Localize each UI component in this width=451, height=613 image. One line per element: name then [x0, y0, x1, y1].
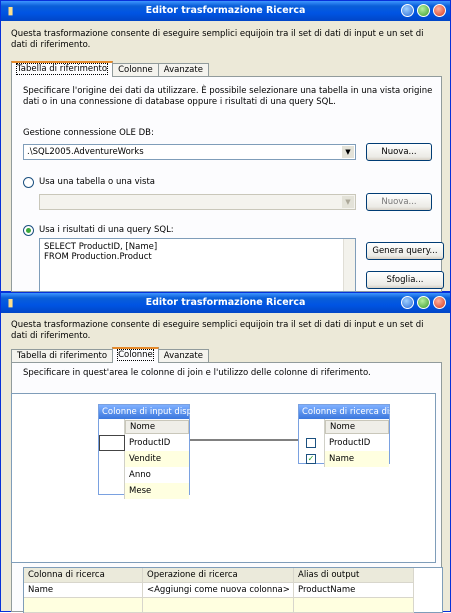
tab-columns[interactable]: Colonne [112, 63, 159, 77]
lookup-column-header: Nome [325, 420, 389, 434]
sql-line: SELECT ProductID, [Name] [44, 242, 158, 252]
panel-instructions: Specificare in quest'area le colonne di join e l'utilizzo delle colonne di riferimento. [23, 368, 371, 378]
connection-label: Gestione connessione OLE DB: [23, 128, 154, 138]
window-description: Questa trasformazione consente di eseguire semplici equijoin tra il set di dati di input e un set di dati di riferimento. [11, 29, 424, 50]
grid-header: Alias di output [294, 568, 414, 583]
available-input-columns-table[interactable] [98, 404, 201, 496]
new-connection-button[interactable]: Nuova... [366, 143, 432, 161]
input-column-row[interactable]: Vendite [125, 451, 189, 467]
grid-cell[interactable]: Name [24, 583, 143, 598]
grid-cell[interactable]: <Aggiungi come nuova colonna> [143, 583, 294, 598]
table-combo[interactable] [39, 194, 356, 210]
grid-new-row[interactable] [24, 598, 442, 613]
available-lookup-columns-table[interactable] [298, 404, 402, 464]
app-icon: ▮ [7, 296, 14, 309]
dropdown-arrow-icon[interactable]: ▼ [342, 146, 354, 158]
tab-columns[interactable]: Colonne [112, 347, 159, 363]
app-icon: ▮ [7, 4, 14, 17]
dropdown-arrow-icon[interactable]: ▼ [342, 196, 354, 208]
tab-panel-reference [11, 76, 442, 292]
tab-strip [11, 61, 208, 77]
lookup-column-row[interactable]: ProductID [329, 438, 371, 448]
lookup-editor-window-columns [0, 292, 451, 612]
tab-reference-table[interactable]: Tabella di riferimento [11, 61, 113, 77]
lookup-table-title: Colonne di ricerca dis... [299, 405, 389, 419]
window-title: Editor trasformazione Ricerca [145, 5, 306, 16]
grid-row[interactable] [24, 583, 442, 598]
build-query-button[interactable]: Genera query... [366, 242, 444, 260]
use-table-radio[interactable] [23, 177, 34, 188]
input-column-row[interactable]: ProductID [129, 438, 171, 448]
tab-strip [11, 347, 208, 363]
lookup-columns-grid[interactable] [23, 567, 443, 613]
maximize-button[interactable] [417, 4, 430, 17]
title-bar[interactable] [1, 293, 450, 313]
use-table-label: Usa una tabella o una vista [39, 177, 155, 187]
grid-header: Colonna di ricerca [24, 568, 143, 583]
lookup-column-row[interactable]: Name [325, 451, 389, 467]
connection-combo[interactable] [23, 144, 356, 160]
name-checkbox[interactable]: ✓ [307, 454, 315, 463]
lookup-editor-window-reference [0, 0, 451, 292]
window-description: Questa trasformazione consente di eseguire semplici equijoin tra il set di dati di input e un set di dati di riferimento. [11, 320, 424, 341]
sql-line: FROM Production.Product [44, 252, 152, 262]
grid-header-row [24, 568, 442, 583]
input-column-row[interactable]: Mese [125, 483, 189, 499]
minimize-button[interactable] [401, 4, 414, 17]
input-column-row[interactable]: Anno [129, 470, 151, 480]
productid-checkbox[interactable] [306, 438, 316, 448]
close-button[interactable] [433, 4, 446, 17]
grid-header: Operazione di ricerca [143, 568, 294, 583]
input-column-header: Nome [125, 420, 189, 434]
sql-query-textarea[interactable] [39, 238, 356, 292]
grid-cell[interactable]: ProductName [294, 583, 414, 598]
tab-reference-table[interactable]: Tabella di riferimento [11, 349, 113, 363]
new-table-button[interactable]: Nuova... [366, 193, 432, 211]
tab-advanced[interactable]: Avanzate [158, 63, 209, 77]
title-bar[interactable] [1, 1, 450, 21]
input-table-title: Colonne di input disp... [99, 405, 189, 419]
connection-value: .\SQL2005.AdventureWorks [27, 147, 144, 157]
use-sql-radio[interactable] [23, 225, 34, 236]
use-sql-label: Usa i risultati di una query SQL: [39, 225, 174, 235]
mapping-canvas[interactable] [11, 393, 436, 563]
close-button[interactable] [433, 296, 446, 309]
tab-advanced[interactable]: Avanzate [158, 349, 209, 363]
vertical-scrollbar[interactable] [343, 239, 355, 291]
minimize-button[interactable] [401, 296, 414, 309]
maximize-button[interactable] [417, 296, 430, 309]
window-title: Editor trasformazione Ricerca [145, 297, 306, 308]
browse-button[interactable]: Sfoglia... [366, 271, 444, 289]
panel-instructions: Specificare l'origine dei dati da utilizzare. È possibile selezionare una tabella in una vista origine dati o in una connessione di database oppure i risultati di una query SQL. [23, 86, 433, 107]
